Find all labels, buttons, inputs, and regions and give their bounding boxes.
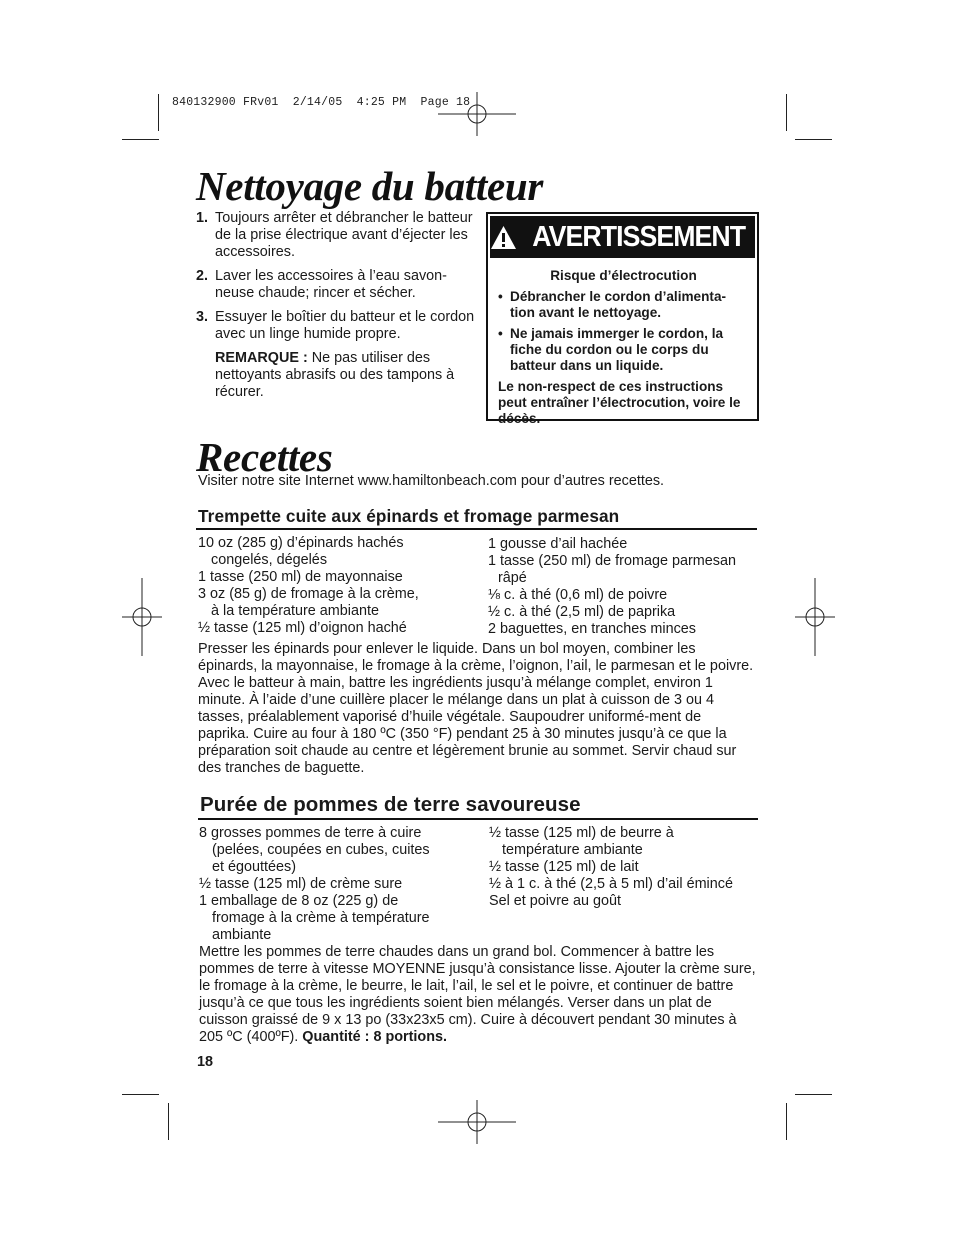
warning-title: AVERTISSEMENT (532, 220, 746, 253)
list-item: 2. Laver les accessoires à l’eau savon-neuse chaude; rincer et sécher. (196, 268, 447, 301)
recipes-title: Recettes (196, 434, 333, 480)
list-item: ½ tasse (125 ml) d’oignon haché (198, 620, 407, 636)
list-item: 8 grosses pommes de terre à cuire (pelées, coupées en cubes, cuites et égouttées) (199, 825, 430, 875)
recipes-intro: Visiter notre site Internet www.hamiltonbeach.com pour d’autres recettes. (198, 473, 665, 489)
registration-mark-bottom (438, 1100, 516, 1144)
list-item: ½ tasse (125 ml) de crème sure (199, 876, 403, 892)
warning-bullet: • Débrancher le cordon d’alimenta-tion avant le nettoyage. (498, 289, 727, 320)
list-item: 1 tasse (250 ml) de fromage parmesan râpé (488, 553, 736, 586)
cleaning-title: Nettoyage du batteur (196, 163, 544, 209)
cleaning-note: REMARQUE : Ne pas utiliser des nettoyants abrasifs ou des tampons à récurer. (215, 350, 455, 400)
recipe1-title: Trempette cuite aux épinards et fromage parmesan (198, 506, 620, 526)
page-number: 18 (197, 1054, 214, 1070)
warning-bullet: • Ne jamais immerger le cordon, la fiche du cordon ou le corps du batteur dans un liquide. (498, 326, 724, 373)
recipe1-method: Presser les épinards pour enlever le liquide. Dans un bol moyen, combiner les épinards, la mayonnaise, le fromage à la crème, l’oignon, l’ail, le parmesan et le poivre. Avec le batteur à main, battre les ingrédients jusqu’à mélange complet, environ 1 minute. À l’aide d’une cuillère placer le mélange dans un plat à cuisson de 3 ou 4 tasses, préalablement vaporisé d’huile végétale. Saupoudrer uniformé-ment de paprika. Cuire au four à 180 ºC (350 °F) pendant 25 à 30 minutes jusqu’à ce que la préparation soit chaude au centre et légèrement brunie au sommet. Servir chaud sur des tranches de baguette. (198, 641, 754, 776)
list-item: 1. Toujours arrêter et débrancher le batteur de la prise électrique avant d’éjecter les accessoires. (196, 210, 473, 260)
recipe1-rule (196, 528, 757, 530)
list-item: 1 emballage de 8 oz (225 g) de fromage à la crème à température ambiante (199, 893, 430, 943)
recipe2-ingredients-right (489, 825, 759, 910)
list-item: 3 oz (85 g) de fromage à la crème, à la température ambiante (198, 586, 419, 619)
warning-body (488, 268, 757, 427)
recipe1-ingredients-right (488, 536, 758, 638)
warning-box (486, 212, 759, 426)
warning-header (490, 216, 755, 258)
recipe2-yield: Quantité : 8 portions. (302, 1029, 448, 1045)
cleaning-steps (196, 210, 476, 401)
warning-triangle-icon (490, 225, 517, 250)
list-item: 10 oz (285 g) d’épinards hachés congelés, dégelés (198, 535, 404, 568)
list-item: 1 gousse d’ail hachée (488, 536, 628, 552)
list-item: ½ c. à thé (2,5 ml) de paprika (488, 604, 676, 620)
print-slug: 840132900 FRv01 2/14/05 4:25 PM Page 18 (172, 96, 471, 109)
list-item: ½ tasse (125 ml) de lait (489, 859, 639, 875)
recipe2-rule (198, 818, 758, 820)
list-item: ½ tasse (125 ml) de beurre à température ambiante (489, 825, 674, 858)
list-item: ½ à 1 c. à thé (2,5 à 5 ml) d’ail émincé (489, 876, 733, 892)
warning-caption: Risque d’électrocution (550, 268, 697, 283)
registration-mark-right (795, 578, 835, 656)
registration-mark-top (438, 92, 516, 136)
recipe2-ingredients-left (199, 825, 481, 944)
recipe2-title: Purée de pommes de terre savoureuse (200, 793, 581, 816)
list-item: 2 baguettes, en tranches minces (488, 621, 696, 637)
warning-footer: Le non-respect de ces instructions peut entraîner l’électrocution, voire le décès. (498, 379, 741, 426)
list-item: Sel et poivre au goût (489, 893, 622, 909)
list-item: ⅛ c. à thé (0,6 ml) de poivre (488, 587, 668, 603)
registration-mark-left (122, 578, 162, 656)
list-item: 3. Essuyer le boîtier du batteur et le cordon avec un linge humide propre. (196, 309, 475, 342)
recipe1-ingredients-left (198, 535, 478, 637)
list-item: 1 tasse (250 ml) de mayonnaise (198, 569, 403, 585)
recipe2-method: Mettre les pommes de terre chaudes dans un grand bol. Commencer à battre les pommes de terre à vitesse MOYENNE jusqu’à consistance lisse. Ajouter la crème sure, le fromage à la crème, le beurre, le lait, l’ail, le sel et le poivre, et continuer de battre jusqu’à ce que tous les ingrédients soient bien mélangés. Verser dans un plat de cuisson graissé de 9 x 13 po (33x23x5 cm). Cuire à découvert pendant 30 minutes à 205 ºC (400ºF). Quantité : 8 portions. (199, 944, 756, 1045)
